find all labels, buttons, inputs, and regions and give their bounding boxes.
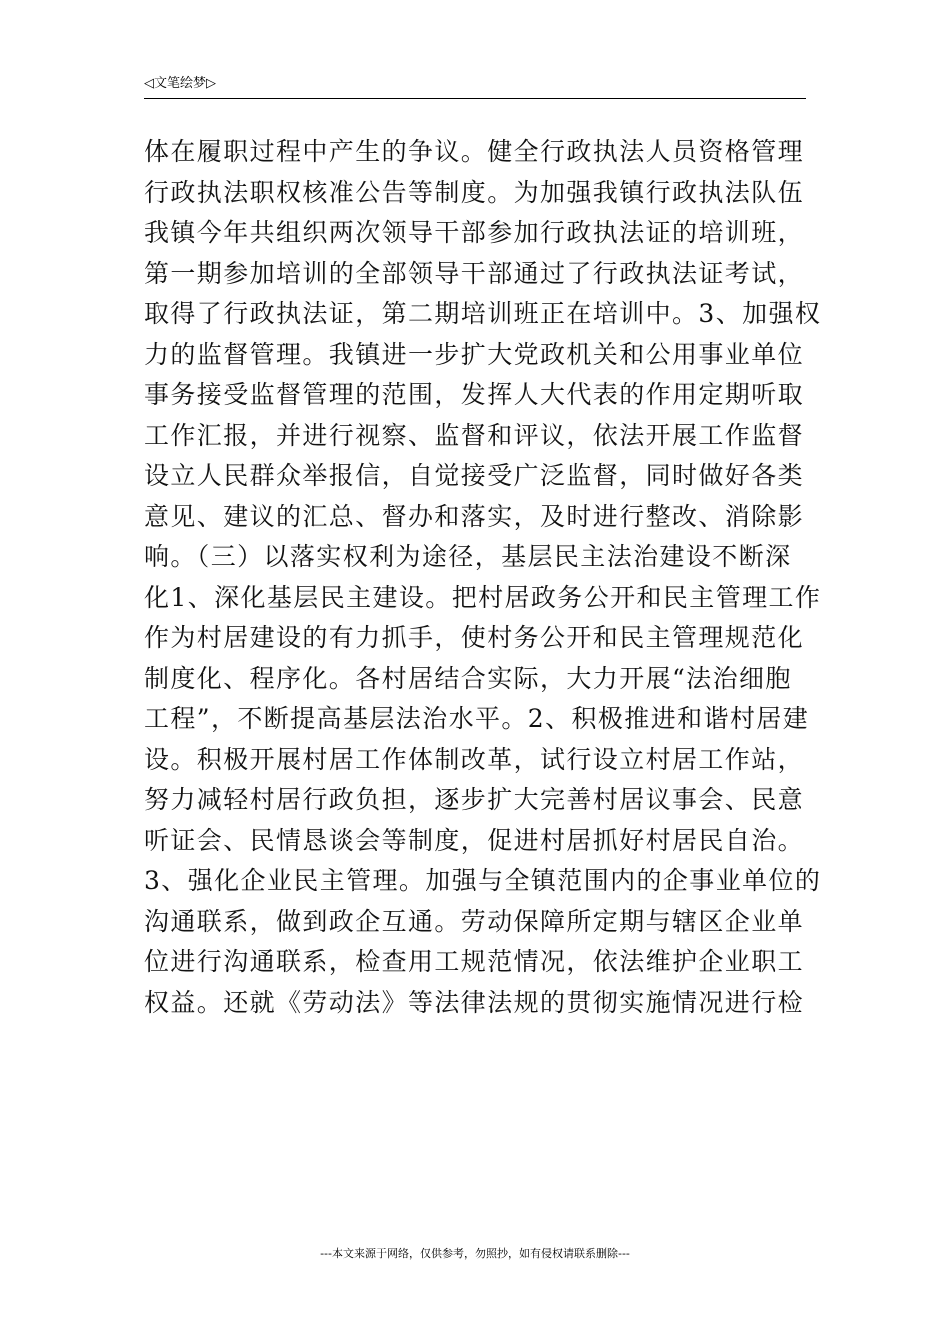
text-line: 位进行沟通联系，检查用工规范情况，依法维护企业职工 [144, 947, 805, 976]
document-body [144, 132, 824, 1023]
page-footer: ---本文来源于网络，仅供参考，勿照抄，如有侵权请联系删除--- [320, 1247, 630, 1260]
text-line: 沟通联系，做到政企互通。劳动保障所定期与辖区企业单 [144, 906, 805, 936]
text-line: 体在履职过程中产生的争议。健全行政执法人员资格管理 [144, 137, 805, 166]
text-line: 事务接受监督管理的范围，发挥人大代表的作用定期听取 [144, 380, 805, 409]
text-line: 努力减轻村居行政负担，逐步扩大完善村居议事会、民意 [144, 785, 805, 814]
page-header [144, 74, 806, 99]
text-line: 3、强化企业民主管理。加强与全镇范围内的企事业单位的 [144, 866, 822, 895]
text-line: 响。（三）以落实权利为途径，基层民主法治建设不断深 [144, 542, 792, 571]
text-line: 权益。还就《劳动法》等法律法规的贯彻实施情况进行检 [144, 987, 805, 1017]
header-title: ◁文笔绘梦▷ [144, 76, 216, 91]
text-line: 听证会、民情恳谈会等制度，促进村居抓好村居民自治。 [144, 825, 805, 855]
text-line: 工作汇报，并进行视察、监督和评议，依法开展工作监督 [144, 420, 805, 450]
text-line: 我镇今年共组织两次领导干部参加行政执法证的培训班， [144, 218, 805, 247]
text-line: 第一期参加培训的全部领导干部通过了行政执法证考试， [144, 258, 805, 288]
text-line: 取得了行政执法证，第二期培训班正在培训中。3、加强权 [144, 299, 822, 328]
text-line: 行政执法职权核准公告等制度。为加强我镇行政执法队伍 [144, 177, 805, 207]
text-line: 作为村居建设的有力抓手，使村务公开和民主管理规范化 [144, 623, 805, 652]
text-line: 设立人民群众举报信，自觉接受广泛监督，同时做好各类 [144, 461, 805, 490]
text-line: 工程”，不断提高基层法治水平。2、积极推进和谐村居建 [144, 704, 810, 733]
text-line: 制度化、程序化。各村居结合实际，大力开展“法治细胞 [144, 663, 792, 693]
text-line: 化1、深化基层民主建设。把村居政务公开和民主管理工作 [144, 582, 822, 612]
text-line: 意见、建议的汇总、督办和落实，及时进行整改、消除影 [144, 501, 805, 531]
text-line: 力的监督管理。我镇进一步扩大党政机关和公用事业单位 [144, 339, 805, 369]
text-line: 设。积极开展村居工作体制改革，试行设立村居工作站， [144, 744, 805, 774]
